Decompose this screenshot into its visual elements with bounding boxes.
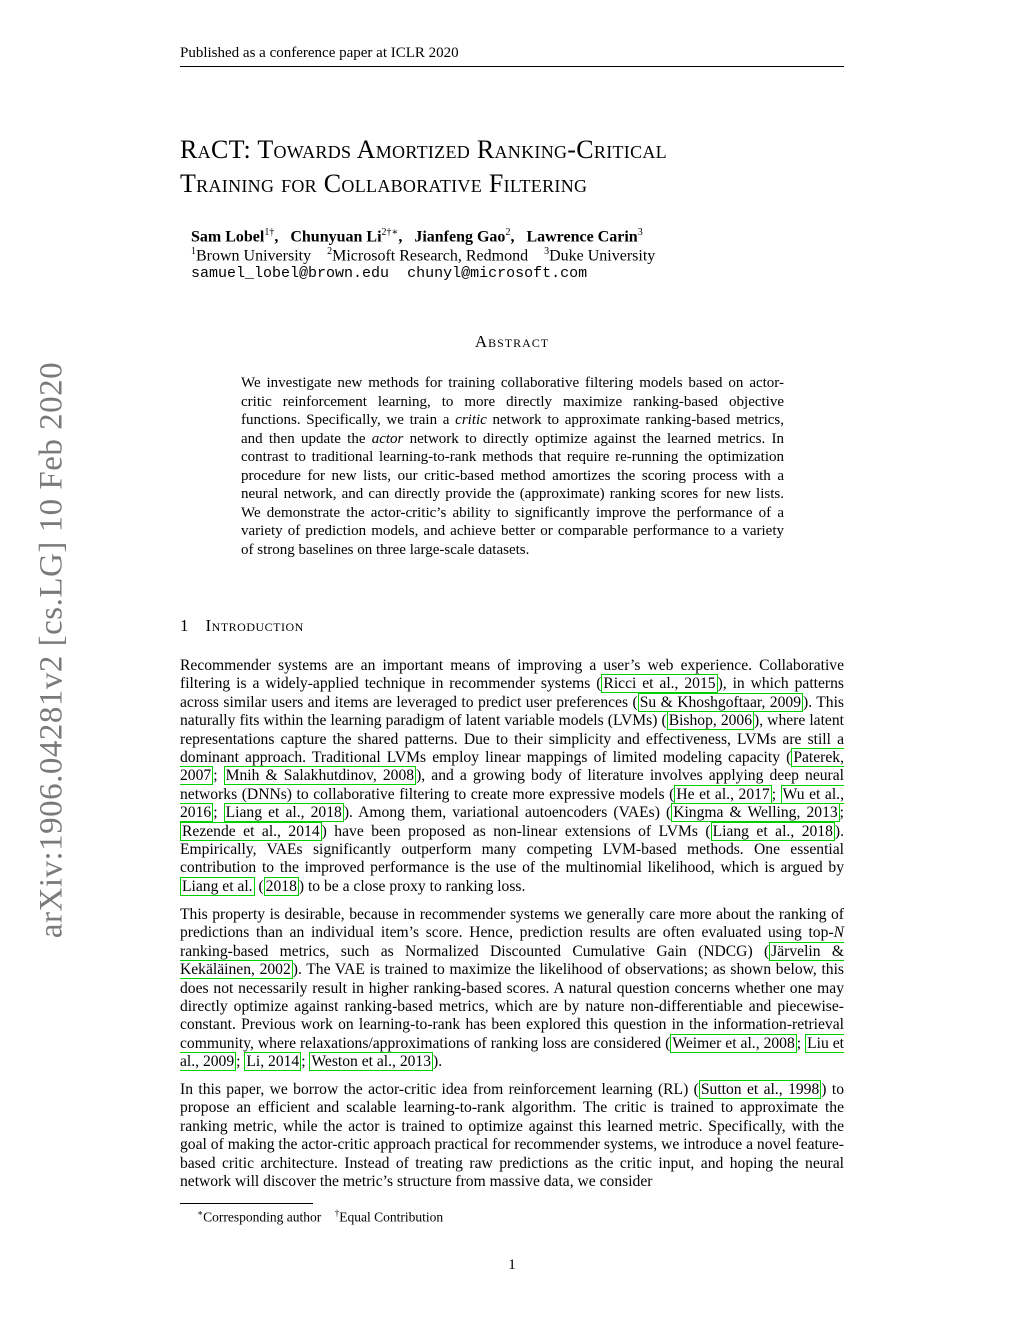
- author-mark: 1†: [264, 227, 275, 238]
- affil-mark: 2: [327, 246, 333, 257]
- email-address: samuel_lobel@brown.edu: [191, 265, 390, 282]
- abstract-emphasis: actor: [371, 430, 404, 447]
- body-text: ). The VAE is trained to maximize the likelihood of observations; as shown below, this does not necessarily result in higher ranking-based scores. A natural question concerns whether one may directly optimize against ranking-based metrics, which are by nature non-differentiable and piecewise-constant. Previous work on learning-to-rank has been explored this question in the information-retrieval community, where relaxations/approximations of ranking loss are considered (: [180, 961, 844, 1052]
- title-line-2: Training for Collaborative Filtering: [180, 169, 588, 198]
- citation-link[interactable]: Weimer et al., 2008: [672, 1034, 795, 1052]
- body-text: ;: [236, 1053, 245, 1071]
- citation-link[interactable]: Liang et al., 2018: [225, 804, 342, 822]
- body-text: ;: [839, 804, 845, 822]
- author-mark: 2†∗: [381, 227, 399, 238]
- paper-title: [180, 133, 860, 201]
- affiliations: [191, 246, 655, 265]
- citation-link[interactable]: Ricci et al., 2015: [603, 675, 716, 693]
- intro-paragraph-3: [180, 1081, 844, 1191]
- citation-link[interactable]: Järvelin & Kekäläinen, 2002: [180, 942, 844, 979]
- body-text: ).: [433, 1053, 443, 1071]
- email-address: chunyl@microsoft.com: [407, 265, 588, 282]
- abstract-body: [241, 374, 784, 559]
- body-text: ), in which patterns across similar users and items are leveraged to predict user preferences (: [180, 675, 844, 711]
- body-text: ;: [301, 1053, 310, 1071]
- body-text: ) to be a close proxy to ranking loss.: [298, 877, 526, 895]
- affil-mark: 1: [191, 246, 196, 257]
- body-text: (: [254, 877, 264, 895]
- citation-link[interactable]: Weston et al., 2013: [311, 1053, 432, 1071]
- footnote-mark: ∗: [197, 1208, 204, 1218]
- page-number: 1: [508, 1257, 516, 1273]
- citation-link[interactable]: Rezende et al., 2014: [182, 822, 320, 840]
- footnote-rule: [180, 1203, 313, 1204]
- footnotes: [197, 1208, 443, 1226]
- title-line-1: RaCT: Towards Amortized Ranking-Critical: [180, 135, 667, 164]
- body-text: In this paper, we borrow the actor-critic idea from reinforcement learning (RL) (: [180, 1081, 699, 1098]
- footnote-mark: †: [334, 1208, 340, 1218]
- body-text: ;: [213, 767, 224, 785]
- body-text: ) have been proposed as non-linear extensions of LVMs (: [321, 822, 711, 840]
- section-heading: [180, 616, 304, 636]
- body-text: ranking-based metrics, such as Normalized Discounted Cumulative Gain (NDCG) (: [180, 942, 770, 960]
- header-rule: [180, 66, 844, 67]
- author-list: Sam Lobel$^{1\dagger}$, Chunyuan $Li^{2\dagger∗}$, Jianfeng Gao$^2$, Lawrence Carin$^3$: [191, 227, 643, 246]
- citation-link[interactable]: 2018: [265, 877, 297, 895]
- citation-link[interactable]: Bishop, 2006: [668, 712, 753, 730]
- citation-link[interactable]: Paterek, 2007: [180, 749, 844, 785]
- affil-name: Microsoft Research, Redmond: [332, 247, 529, 265]
- abstract-emphasis: critic: [455, 412, 487, 428]
- author-name: Lawrence Carin: [526, 228, 638, 246]
- body-text: ). Empirically, VAEs significantly outperform many competing LVM-based methods. One essential contribution to the improved performance is the use of the multinomial likelihood, which is argued by: [180, 822, 844, 877]
- citation-link[interactable]: Liang et al., 2018: [712, 822, 833, 840]
- affil-mark: 3: [544, 246, 550, 257]
- intro-paragraph-2: [180, 906, 844, 1072]
- body-text: ), where latent representations capture the shared patterns. Due to their simplicity and effectiveness, LVMs are still a dominant approach. Traditional LVMs employ linear mappings of limited modeling capacity (: [180, 712, 844, 767]
- body-text: ;: [796, 1034, 806, 1052]
- abstract-text: network to directly optimize against the learned metrics. In contrast to traditional learning-to-rank methods that require re-running the optimization procedure for new lists, our critic-based method amortizes the scoring process with a neural network, and can directly provide the (approximate) ranking scores for new lists. We demonstrate the actor-critic’s ability to significantly improve the performance of a variety of prediction models, and achieve better or comparable performance to a variety of strong baselines on three large-scale datasets.: [241, 430, 784, 558]
- citation-link[interactable]: Su & Khoshgoftaar, 2009: [639, 693, 801, 711]
- email-list: [191, 265, 587, 282]
- body-text: ) to propose an efficient and scalable learning-to-rank algorithm. The critic is trained to approximate the ranking metric, while the actor is trained to optimize against this learned metric. Specifically, with the goal of making the actor-critic approach practical for recommender systems, we introduce a novel feature-based critic architecture. Instead of treating raw predictions as the critic input, and hoping the neural network will discover the metric’s structure from massive data, we consider: [180, 1081, 844, 1191]
- citation-link[interactable]: Wu et al., 2016: [180, 785, 844, 822]
- body-text: This property is desirable, because in recommender systems we generally care more about the ranking of predictions than an individual item’s score. Hence, prediction results are often evaluated using top-: [180, 906, 844, 942]
- footnote-text: Equal Contribution: [339, 1209, 444, 1225]
- body-text: ), and a growing body of literature involves applying deep neural networks (DNNs) to collaborative filtering to create more expressive models (: [180, 767, 845, 803]
- citation-link[interactable]: Li, 2014: [246, 1053, 300, 1071]
- body-text: ). Among them, variational autoencoders (VAEs) (: [343, 804, 672, 822]
- body-text: ). This naturally fits within the learning paradigm of latent variable models (LVMs) (: [180, 693, 844, 730]
- affil-name: Duke University: [549, 247, 656, 265]
- abstract-heading: Abstract: [474, 332, 550, 351]
- author-name: Sam Lobel: [191, 228, 265, 246]
- author-name: Chunyuan Li: [290, 228, 382, 246]
- author-name: Jianfeng Gao: [414, 228, 506, 246]
- citation-link[interactable]: Liu et al., 2009: [180, 1034, 845, 1071]
- arxiv-stamp: arXiv:1906.04281v2 [cs.LG] 10 Feb 2020: [33, 361, 70, 939]
- intro-paragraph-1: [180, 657, 844, 896]
- body-text: ;: [771, 785, 781, 803]
- body-text: ;: [213, 804, 224, 822]
- citation-link[interactable]: Kingma & Welling, 2013: [673, 804, 838, 822]
- citation-link[interactable]: Liang et al.: [182, 877, 253, 895]
- citation-link[interactable]: Mnih & Salakhutdinov, 2008: [225, 767, 415, 785]
- abstract-text: We investigate new methods for training collaborative filtering models based on actor-critic reinforcement learning, to more directly maximize ranking-based objective functions. Specifically, we train a: [241, 375, 784, 428]
- running-header: Published as a conference paper at ICLR 2020: [180, 45, 459, 61]
- math-symbol: N: [833, 924, 844, 942]
- section-number: 1: [180, 616, 189, 635]
- section-title: Introduction: [205, 616, 304, 635]
- author-mark: 3: [637, 227, 643, 238]
- citation-link[interactable]: He et al., 2017: [676, 785, 770, 803]
- citation-link[interactable]: Sutton et al., 1998: [700, 1081, 820, 1098]
- author-mark: 2: [505, 227, 511, 238]
- abstract-text: network to approximate ranking-based metrics, and then update the: [241, 412, 784, 447]
- affil-name: Brown University: [196, 247, 312, 265]
- footnote-text: Corresponding author: [203, 1209, 322, 1225]
- body-text: Recommender systems are an important means of improving a user’s web experience. Collaborative filtering is a widely-applied technique in recommender systems (: [180, 657, 844, 693]
